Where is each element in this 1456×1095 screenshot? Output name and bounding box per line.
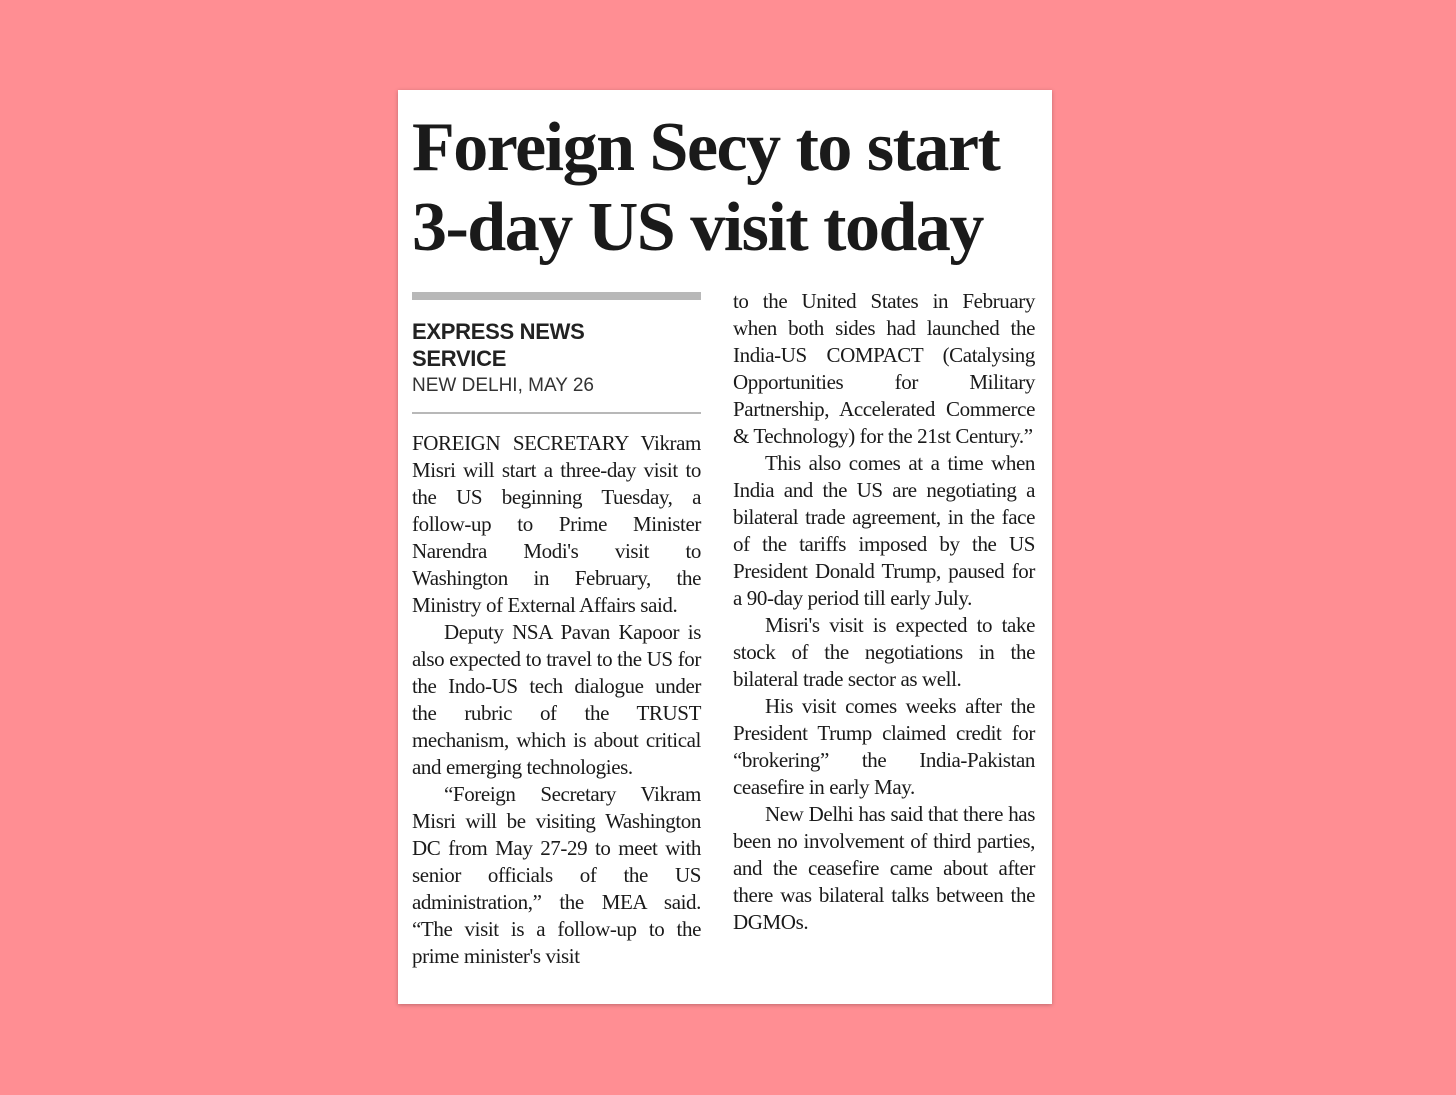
byline-top-rule bbox=[412, 292, 701, 300]
paragraph: His visit comes weeks after the President Trump claimed credit for “brokering” the India-Pakistan ceasefire in early May. bbox=[733, 694, 1035, 799]
right-column bbox=[733, 288, 1035, 936]
paragraph: “Foreign Secretary Vikram Misri will be visiting Washington DC from May 27-29 to meet with senior officials of the US administration,” the MEA said. “The visit is a follow-up to the prime minister's visit bbox=[412, 782, 701, 968]
body-text-left bbox=[412, 430, 701, 970]
paragraph: New Delhi has said that there has been no involvement of third parties, and the ceasefire came about after there was bilateral talks between the DGMOs. bbox=[733, 802, 1035, 934]
paragraph: Misri's visit is expected to take stock of the negotiations in the bilateral trade sector as well. bbox=[733, 613, 1035, 691]
left-column bbox=[412, 290, 701, 970]
headline-line-1: Foreign Secy to start bbox=[412, 109, 1000, 186]
body-text-right bbox=[733, 288, 1035, 936]
paragraph: Deputy NSA Pavan Kapoor is also expected to travel to the US for the Indo-US tech dialogue under the rubric of the TRUST mechanism, which is about critical and emerging technologies. bbox=[412, 620, 701, 779]
paragraph-continued: to the United States in February when both sides had launched the India-US COMPACT (Catalysing Opportunities for Military Partnership, Accelerated Commerce & Technology) for the 21st Century.” bbox=[733, 289, 1035, 448]
headline-line-2: 3-day US visit today bbox=[412, 189, 983, 266]
dateline: NEW DELHI, MAY 26 bbox=[412, 375, 594, 396]
byline bbox=[412, 318, 701, 372]
byline-line-1: EXPRESS NEWS bbox=[412, 319, 585, 344]
paragraph: FOREIGN SECRETARY Vikram Misri will start a three-day visit to the US beginning Tuesday, a follow-up to Prime Minister Narendra Modi's visit to Washington in February, the Ministry of External Affairs said. bbox=[412, 431, 701, 617]
headline bbox=[412, 108, 1042, 268]
newspaper-clipping bbox=[398, 90, 1052, 1004]
byline-bottom-rule bbox=[412, 412, 701, 414]
byline-line-2: SERVICE bbox=[412, 346, 507, 371]
paragraph: This also comes at a time when India and the US are negotiating a bilateral trade agreement, in the face of the tariffs imposed by the US President Donald Trump, paused for a 90-day period till early July. bbox=[733, 451, 1035, 610]
